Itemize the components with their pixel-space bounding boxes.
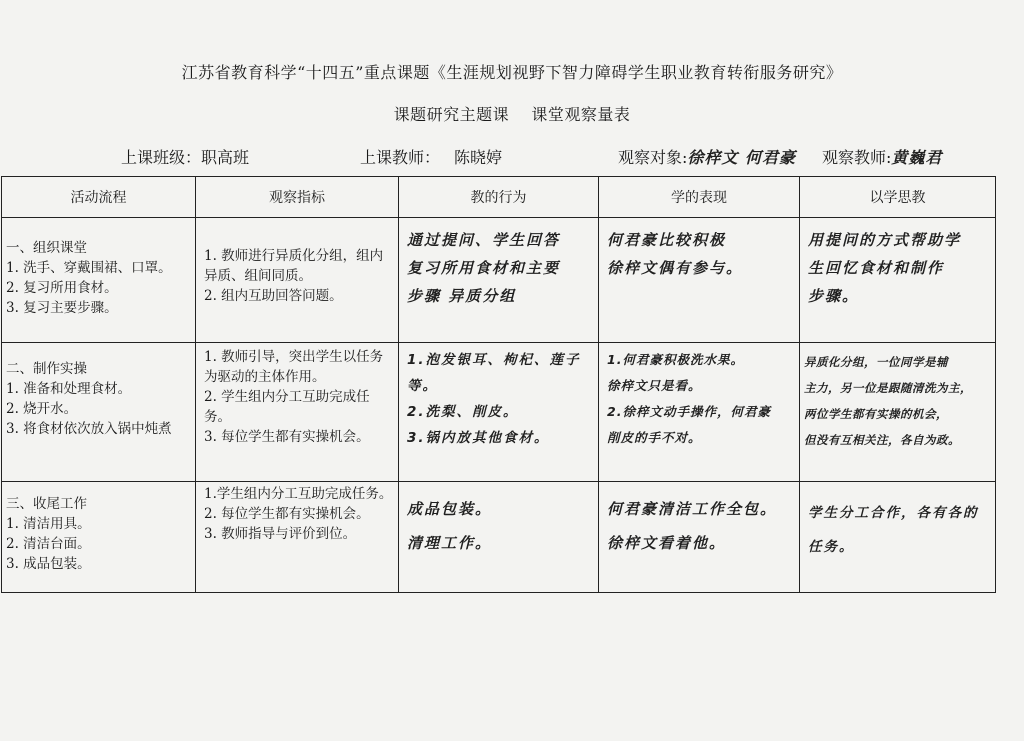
teacher-field bbox=[360, 145, 502, 168]
target-label: 观察对象: bbox=[618, 148, 688, 167]
handwritten-line: 何君豪清洁工作全包。 bbox=[607, 500, 778, 518]
observer-field bbox=[822, 145, 942, 168]
teacher-value: 陈晓婷 bbox=[454, 148, 503, 167]
teaching-cell-handwritten bbox=[399, 218, 599, 343]
handwritten-line: 1.何君豪积极洗水果。 bbox=[607, 352, 744, 367]
header-teaching: 教的行为 bbox=[399, 177, 599, 218]
sub-title: 课题研究主题课 课堂观察量表 bbox=[393, 105, 631, 124]
indicators-cell bbox=[196, 482, 399, 593]
handwritten-line: 步骤 异质分组 bbox=[407, 287, 517, 305]
handwritten-line: 主力，另一位是跟随清洗为主， bbox=[804, 381, 972, 395]
table-row bbox=[2, 343, 996, 482]
indicator-line: 1. 教师引导，突出学生以任务为驱动的主体作用。 bbox=[204, 349, 384, 385]
indicator-line: 2. 每位学生都有实操机会。 bbox=[204, 506, 370, 522]
handwritten-line: 何君豪比较积极 bbox=[607, 231, 727, 249]
learning-cell-handwritten bbox=[599, 343, 800, 482]
handwritten-line: 但没有互相关注，各自为政。 bbox=[804, 433, 960, 447]
observer-label: 观察教师: bbox=[822, 148, 892, 167]
target-value-handwritten: 徐梓文 何君豪 bbox=[687, 148, 796, 167]
handwritten-line: 清理工作。 bbox=[407, 534, 493, 552]
reflection-cell-handwritten bbox=[800, 343, 996, 482]
indicator-line: 3. 教师指导与评价到位。 bbox=[204, 526, 357, 542]
handwritten-line: 削皮的手不对。 bbox=[607, 430, 702, 445]
teaching-cell-handwritten bbox=[399, 343, 599, 482]
class-value: 职高班 bbox=[201, 148, 250, 167]
handwritten-line: 成品包装。 bbox=[407, 500, 493, 518]
process-line: 3. 复习主要步骤。 bbox=[6, 300, 118, 316]
handwritten-line: 1.泡发银耳、枸杞、莲子等。 bbox=[407, 352, 581, 394]
handwritten-line: 步骤。 bbox=[808, 287, 860, 305]
handwritten-line: 复习所用食材和主要 bbox=[407, 259, 561, 277]
main-title: 江苏省教育科学“十四五”重点课题《生涯规划视野下智力障碍学生职业教育转衔服务研究》 bbox=[181, 63, 843, 82]
handwritten-line: 任务。 bbox=[808, 539, 855, 555]
indicator-line: 2. 组内互助回答问题。 bbox=[204, 288, 343, 304]
reflection-cell-handwritten bbox=[800, 218, 996, 343]
process-cell bbox=[2, 343, 196, 482]
handwritten-line: 生回忆食材和制作 bbox=[808, 259, 945, 277]
class-field bbox=[121, 145, 249, 168]
process-cell bbox=[2, 482, 196, 593]
process-line: 1. 准备和处理食材。 bbox=[6, 381, 132, 397]
process-line: 1. 清洁用具。 bbox=[6, 516, 91, 532]
header-learning: 学的表现 bbox=[599, 177, 800, 218]
handwritten-line: 徐梓文看着他。 bbox=[607, 534, 727, 552]
header-process: 活动流程 bbox=[2, 177, 196, 218]
header-indicators: 观察指标 bbox=[196, 177, 399, 218]
handwritten-line: 徐梓文偶有参与。 bbox=[607, 259, 744, 277]
observer-value-handwritten: 黄巍君 bbox=[891, 148, 943, 167]
indicator-line: 3. 每位学生都有实操机会。 bbox=[204, 429, 370, 445]
indicators-cell bbox=[196, 343, 399, 482]
indicators-cell bbox=[196, 218, 399, 343]
handwritten-line: 通过提问、学生回答 bbox=[407, 231, 561, 249]
process-line: 2. 清洁台面。 bbox=[6, 536, 91, 552]
process-line: 3. 成品包装。 bbox=[6, 556, 91, 572]
header-reflection: 以学思教 bbox=[800, 177, 996, 218]
process-line: 3. 将食材依次放入锅中炖煮 bbox=[6, 421, 172, 437]
process-line: 三、收尾工作 bbox=[6, 496, 87, 512]
handwritten-line: 徐梓文只是看。 bbox=[607, 378, 702, 393]
handwritten-line: 2.徐梓文动手操作，何君豪 bbox=[607, 404, 771, 419]
process-line: 二、制作实操 bbox=[6, 361, 87, 377]
learning-cell-handwritten bbox=[599, 218, 800, 343]
teacher-label: 上课教师： bbox=[360, 148, 441, 167]
process-line: 一、组织课堂 bbox=[6, 240, 87, 256]
observation-table bbox=[1, 176, 996, 593]
handwritten-line: 异质化分组，一位同学是辅 bbox=[804, 355, 948, 369]
table-row bbox=[2, 482, 996, 593]
teaching-cell-handwritten bbox=[399, 482, 599, 593]
indicator-line: 1.学生组内分工互助完成任务。 bbox=[204, 486, 393, 502]
class-label: 上课班级： bbox=[121, 148, 202, 167]
handwritten-line: 3.锅内放其他食材。 bbox=[407, 430, 550, 446]
table-row bbox=[2, 218, 996, 343]
process-line: 1. 洗手、穿戴围裙、口罩。 bbox=[6, 260, 172, 276]
handwritten-line: 用提问的方式帮助学 bbox=[808, 231, 962, 249]
indicator-line: 1. 教师进行异质化分组，组内异质、组间同质。 bbox=[204, 248, 384, 284]
handwritten-line: 两位学生都有实操的机会， bbox=[804, 407, 948, 421]
indicator-line: 2. 学生组内分工互助完成任务。 bbox=[204, 389, 370, 425]
table-header-row bbox=[2, 177, 996, 218]
process-line: 2. 烧开水。 bbox=[6, 401, 78, 417]
handwritten-line: 2.洗梨、削皮。 bbox=[407, 404, 519, 420]
reflection-cell-handwritten bbox=[800, 482, 996, 593]
process-line: 2. 复习所用食材。 bbox=[6, 280, 118, 296]
learning-cell-handwritten bbox=[599, 482, 800, 593]
process-cell bbox=[2, 218, 196, 343]
target-field bbox=[618, 145, 796, 168]
handwritten-line: 学生分工合作，各有各的 bbox=[808, 505, 979, 521]
